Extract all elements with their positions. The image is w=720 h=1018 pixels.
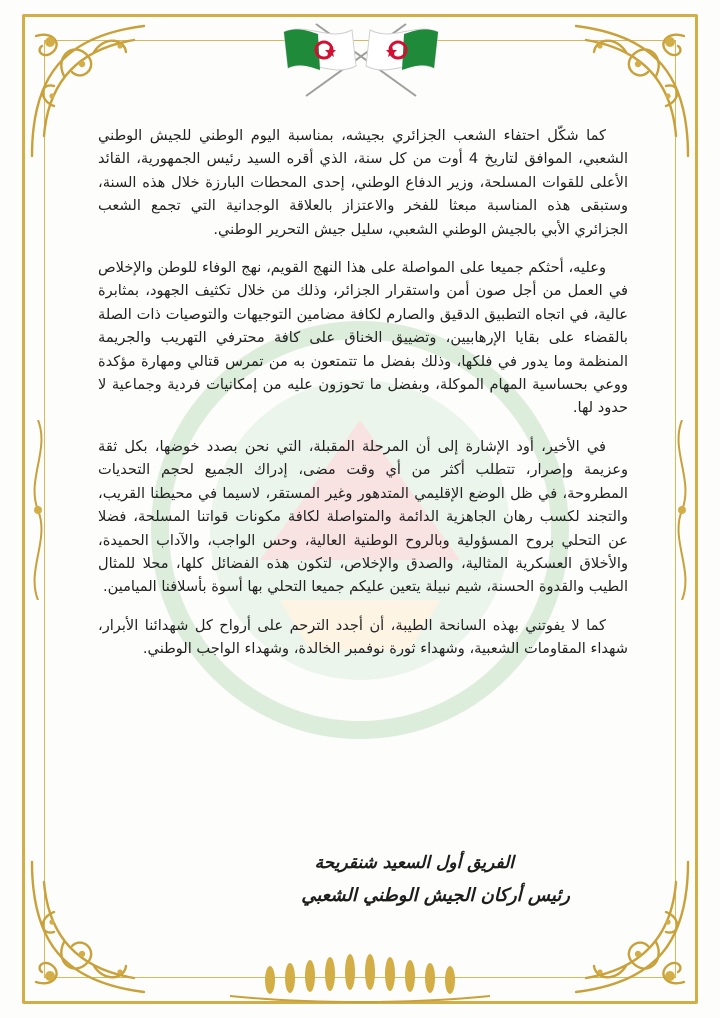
side-ornament-left <box>26 420 50 600</box>
paragraph-1: كما شكّل احتفاء الشعب الجزائري بجيشه، بمناسبة اليوم الوطني للجيش الوطني الشعبي، الموافق لتاريخ 4 أوت من كل سنة، الذي أقره السيد رئيس الجمهورية، القائد الأعلى للقوات المسلحة، وزير الدفاع الوطني، إحدى المحطات البارزة خلال هذه السنة، وستبقى هذه المناسبة مبعثا للفخر والاعتزاز بالعلاقة الوجدانية التي تجمع الشعب الجزائري الأبي بالجيش الوطني الشعبي، سليل جيش التحرير الوطني. <box>98 127 628 238</box>
bottom-ornament-fan <box>210 950 510 1004</box>
signatory-name: الفريق أول السعيد شنقريحة <box>314 853 514 873</box>
signature-block <box>130 848 570 914</box>
letter-body <box>98 124 628 676</box>
paragraph-4: كما لا يفوتني بهذه السانحة الطيبة، أن أجدد الترحم على أرواح كل شهدائنا الأبرار، شهداء المقاومات الشعبية، وشهداء ثورة نوفمبر الخالدة، وشهداء الواجب الوطني. <box>98 616 628 658</box>
side-ornament-right <box>670 420 694 600</box>
paragraph-3: في الأخير، أود الإشارة إلى أن المرحلة المقبلة، التي نحن بصدد خوضها، بكل ثقة وعزيمة وإصرار، تتطلب أكثر من أي وقت مضى، إدراك الجميع لحجم التحديات المطروحة، في ظل الوضع الإقليمي المتدهور وغير المستقر، لاسيما في محيطنا القريب، والتجند لكسب رهان الجاهزية الدائمة والمتواصلة لكافة مكونات قواتنا المسلحة، فضلا عن التحلي بروح المسؤولية وبالروح الوطنية العالية، وحس الواجب، والآداب الحميدة، والأخلاق العسكرية المثالية، والصدق والإخلاص، لتكون هذه الفضائل كلها، محلا للمثال الطيب والقدوة الحسنة، شيم نبيلة يتعين عليكم جميعا التحلي بها أسوة بأسلافنا الميامين. <box>98 437 628 596</box>
paragraph-2: وعليه، أحثكم جميعا على المواصلة على هذا النهج القويم، نهج الوفاء للوطن والإخلاص في العمل من أجل صون أمن واستقرار الجزائر، وذلك من خلال تكثيف الجهود، بمثابرة عالية، في اتجاه التطبيق الدقيق والصارم لكافة مضامين التوجيهات والتوصيات ذات الصلة بالقضاء على بقايا الإرهابيين، وتضييق الخناق على كافة محترفي التهريب والجريمة المنظمة وما يدور في فلكها، وذلك بفضل ما تتمتعون به من تمرس قتالي ومهارة مؤكدة ووعي بحساسية المهام الموكلة، وبفضل ما تحوزون عليه من إمكانيات فردية وجماعية لا حدود لها. <box>98 259 628 417</box>
crossed-algerian-flags-icon <box>278 18 444 100</box>
signatory-title: رئيس أركان الجيش الوطني الشعبي <box>301 885 570 906</box>
